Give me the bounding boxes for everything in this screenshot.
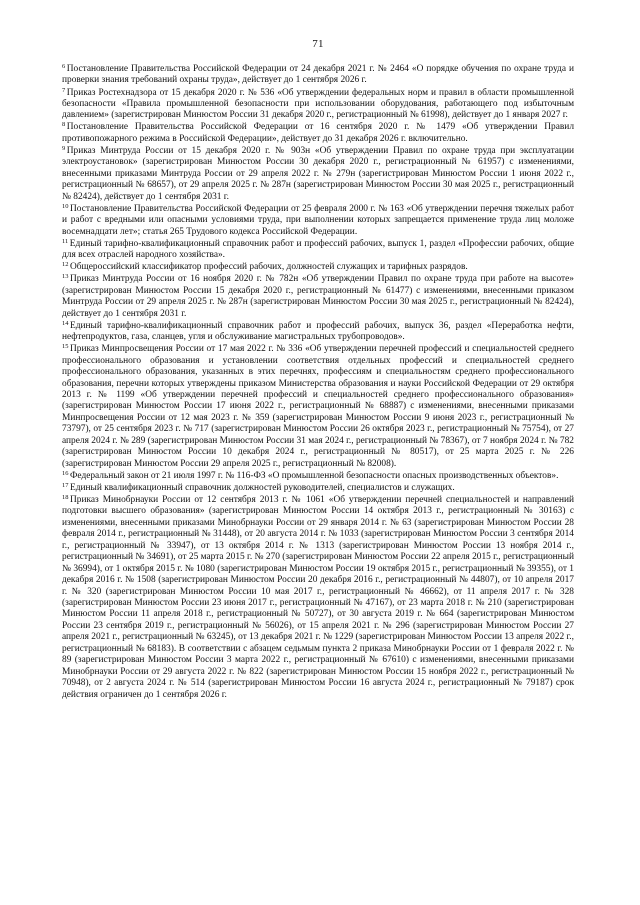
footnote-marker: 10: [62, 202, 69, 210]
footnote-text: Приказ Минтруда России от 16 ноября 2020 г. № 782н «Об утверждении Правил по охране труда при работе на высоте» (зарегистрирован Минюстом России 15 декабря 2020 г., регистрационный № 61477) с изменениями, внесенными приказом Минтруда России от 29 апреля 2025 г. № 287н (зарегистрирован Минюстом России 30 мая 2025 г., регистрационный № 82424), действует до 1 сентября 2031 г.: [62, 274, 574, 319]
footnote-marker: 9: [62, 144, 66, 152]
footnote-marker: 7: [62, 86, 66, 94]
footnote-marker: 8: [62, 121, 66, 129]
footnote-item: [62, 146, 574, 203]
footnote-item: [62, 88, 574, 122]
footnote-item: [62, 274, 574, 320]
footnote-marker: 18: [62, 493, 69, 501]
footnote-marker: 11: [62, 237, 69, 245]
footnote-item: [62, 495, 574, 701]
footnote-item: [62, 344, 574, 470]
footnote-item: [62, 262, 574, 273]
footnote-text: Приказ Минпросвещения России от 17 мая 2022 г. № 336 «Об утверждении перечней профессий и специальностей среднего профессионального образования и установлении соответствия отдельных профессий и специальностей среднего профессионального образования, указанных в этих перечнях, профессиям и специальностям среднего профессионального образования, перечни которых утверждены приказом Министерства образования и науки Российской Федерации от 29 октября 2013 г. № 1199 «Об утверждении перечней профессий и специальностей среднего профессионального образования» (зарегистрирован Минюстом России 17 июня 2022 г., регистрационный № 68887) с изменениями, внесенными приказами Минпросвещения России от 12 мая 2023 г. № 359 (зарегистрирован Минюстом России 9 июня 2023 г., регистрационный № 73797), от 25 сентября 2023 г. № 717 (зарегистрирован Минюстом России 26 октября 2023 г., регистрационный № 75754), от 27 апреля 2024 г. № 289 (зарегистрирован Минюстом России 31 мая 2024 г., регистрационный № 78367), от 7 ноября 2024 г. № 782 (зарегистрирован Минюстом России 10 декабря 2024 г., регистрационный № 80517), от 25 марта 2025 г. № 226 (зарегистрирован Минюстом России 29 апреля 2025 г., регистрационный № 82008).: [62, 344, 574, 469]
footnote-marker: 13: [62, 273, 69, 281]
footnote-text: Приказ Минобрнауки России от 12 сентября 2013 г. № 1061 «Об утверждении перечней специальностей и направлений подготовки высшего образования» (зарегистрирован Минюстом России 14 октября 2013 г., регистрационный № 30163) с изменениями, внесенными приказами Минобрнауки России от 29 января 2014 г. № 63 (зарегистрирован Минюстом России 28 февраля 2014 г., регистрационный № 31448), от 20 августа 2014 г. № 1033 (зарегистрирован Минюстом России 3 сентября 2014 г., регистрационный № 33947), от 13 октября 2014 г. № 1313 (зарегистрирован Минюстом России 13 ноября 2014 г., регистрационный № 34691), от 25 марта 2015 г. № 270 (зарегистрирован Минюстом России 22 апреля 2015 г., регистрационный № 36994), от 1 октября 2015 г. № 1080 (зарегистрирован Минюстом России 19 октября 2015 г., регистрационный № 39355), от 1 декабря 2016 г. № 1508 (зарегистрирован Минюстом России 20 декабря 2016 г., регистрационный № 44807), от 10 апреля 2017 г. № 320 (зарегистрирован Минюстом России 10 мая 2017 г., регистрационный № 46662), от 11 апреля 2017 г. № 328 (зарегистрирован Минюстом России 23 июня 2017 г., регистрационный № 47167), от 23 марта 2018 г. № 210 (зарегистрирован Минюстом России 11 апреля 2018 г., регистрационный № 50727), от 30 августа 2019 г. № 664 (зарегистрирован Минюстом России 23 сентября 2019 г., регистрационный № 56026), от 15 апреля 2021 г. № 296 (зарегистрирован Минюстом России 27 апреля 2021 г., регистрационный № 63245), от 13 декабря 2021 г. № 1229 (зарегистрирован Минюстом России 13 апреля 2022 г., регистрационный № 68183). В соответствии с абзацем седьмым пункта 2 приказа Минобрнауки России от 1 февраля 2022 г. № 89 (зарегистрирован Минюстом России 3 марта 2022 г., регистрационный № 67610) с изменениями, внесенными приказами Минобрнауки России от 29 августа 2022 г. № 822 (зарегистрирован Минюстом России 15 ноября 2022 г., регистрационный № 70948), от 2 августа 2024 г. № 514 (зарегистрирован Минюстом России 16 августа 2024 г., регистрационный № 79187) срок действия ограничен до 1 сентября 2026 г.: [62, 494, 574, 700]
footnote-text: Единый тарифно-квалификационный справочник работ и профессий рабочих, выпуск 36, раздел «Переработка нефти, нефтепродуктов, газа, сланцев, угля и обслуживание магистральных трубопроводов».: [62, 320, 574, 343]
footnote-text: Единый тарифно-квалификационный справочник работ и профессий рабочих, выпуск 1, раздел «Профессии рабочих, общие для всех отраслей народного хозяйства».: [62, 238, 574, 261]
footnote-item: [62, 239, 574, 262]
footnotes-list: [62, 64, 574, 701]
footnote-text: Приказ Ростехнадзора от 15 декабря 2020 г. № 536 «Об утверждении федеральных норм и правил в области промышленной безопасности «Правила промышленной безопасности при использовании оборудования, работающего под избыточным давлением» (зарегистрирован Минюстом России 31 декабря 2020 г., регистрационный № 61998), действует до 1 января 2027 г.: [62, 87, 574, 121]
footnote-item: [62, 321, 574, 344]
footnote-item: [62, 64, 574, 87]
footnote-text: Постановление Правительства Российской Федерации от 25 февраля 2000 г. № 163 «Об утверждении перечня тяжелых работ и работ с вредными или опасными условиями труда, при выполнении которых запрещается применение труда лиц моложе восемнадцати лет»; статья 265 Трудового кодекса Российской Федерации.: [62, 203, 574, 237]
footnote-text: Общероссийский классификатор профессий рабочих, должностей служащих и тарифных разрядов.: [70, 262, 468, 273]
footnote-text: Постановление Правительства Российской Федерации от 16 сентября 2020 г. № 1479 «Об утверждении Правил противопожарного режима в Российской Федерации», действует до 31 декабря 2026 г. включительно.: [62, 122, 574, 144]
footnote-marker: 12: [62, 261, 69, 269]
footnote-text: Постановление Правительства Российской Федерации от 24 декабря 2021 г. № 2464 «О порядке обучения по охране труда и проверки знания требований охраны труда», действует до 1 сентября 2026 г.: [62, 64, 574, 86]
footnote-item: [62, 483, 574, 494]
footnote-text: Федеральный закон от 21 июля 1997 г. № 116-ФЗ «О промышленной безопасности опасных производственных объектов».: [70, 470, 559, 481]
footnote-marker: 15: [62, 343, 69, 351]
footnote-marker: 14: [62, 319, 69, 327]
footnote-item: [62, 204, 574, 238]
page-number: 71: [312, 38, 324, 50]
footnote-marker: 6: [62, 63, 66, 70]
footnote-text: Единый квалификационный справочник должностей руководителей, специалистов и служащих.: [70, 482, 455, 493]
footnote-text: Приказ Минтруда России от 15 декабря 2020 г. № 903н «Об утверждении Правил по охране труда при эксплуатации электроустановок» (зарегистрирован Минюстом России 30 декабря 2020 г., регистрационный № 61957) с изменениями, внесенными приказами Минтруда России от 29 апреля 2022 г. № 279н (зарегистрирован Минюстом России 1 июня 2022 г., регистрационный № 68657), от 29 апреля 2025 г. № 287н (зарегистрирован Минюстом России 30 мая 2025 г., регистрационный № 82424), действует до 1 сентября 2031 г.: [62, 145, 574, 202]
footnote-item: [62, 471, 574, 482]
footnote-item: [62, 122, 574, 145]
footnote-marker: 16: [62, 469, 69, 477]
footnote-marker: 17: [62, 481, 69, 489]
